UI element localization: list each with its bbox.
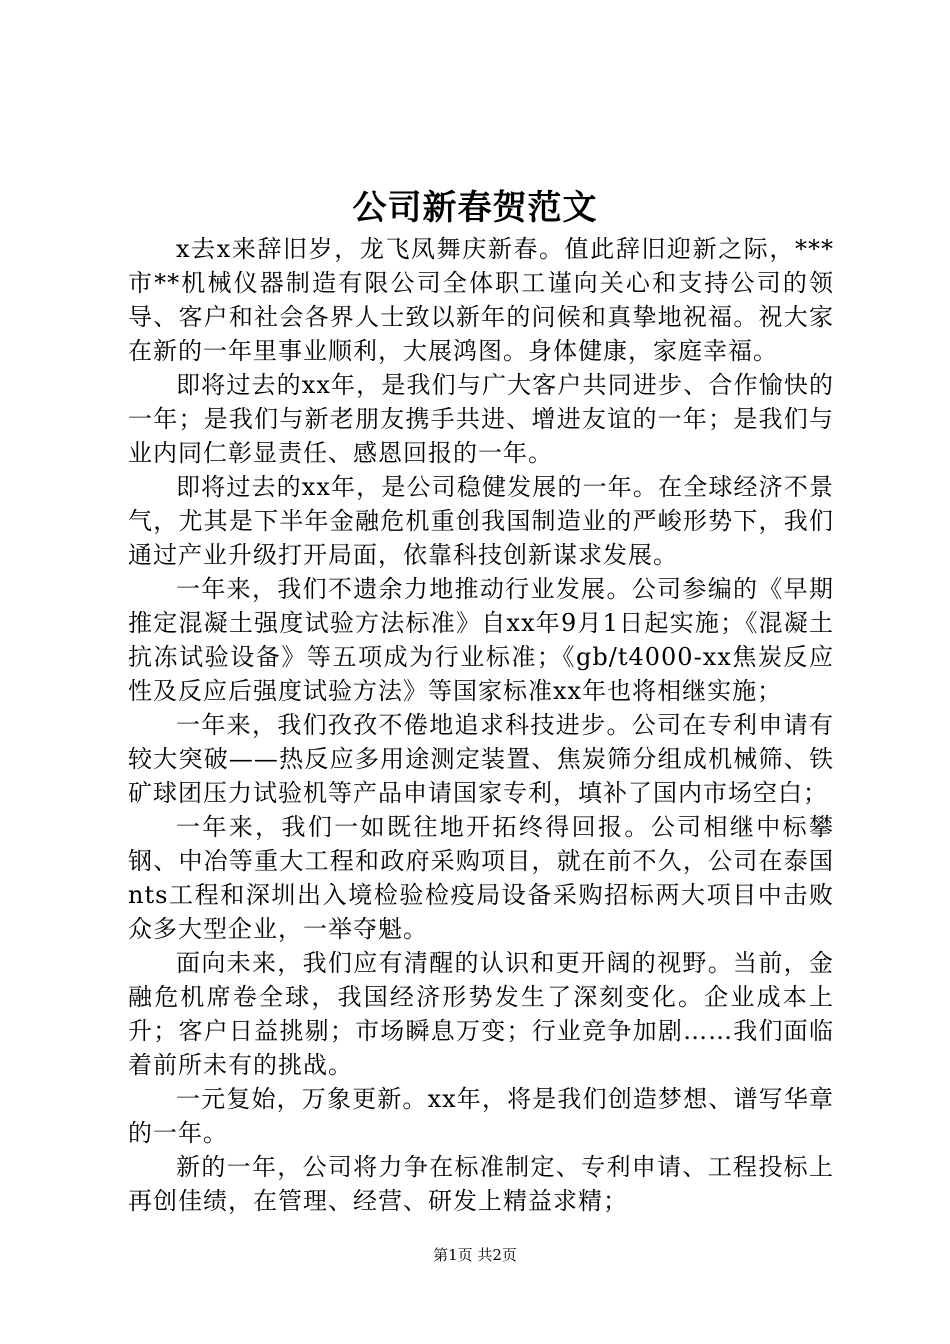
page-number-footer: 第1页 共2页 xyxy=(433,1246,517,1264)
document-title: 公司新春贺范文 xyxy=(352,188,598,228)
paragraph: 一年来，我们一如既往地开拓终得回报。公司相继中标攀钢、中冶等重大工程和政府采购项目，就在前不久，公司在泰国nts工程和深圳出入境检验检疫局设备采购招标两大项目中击败众多大型企业，一举夺魁。 xyxy=(128,813,834,943)
paragraph: 一年来，我们不遗余力地推动行业发展。公司参编的《早期推定混凝土强度试验方法标准》自xx年9月1日起实施；《混凝土抗冻试验设备》等五项成为行业标准；《gb/t4000-xx焦炭反应性及反应后强度试验方法》等国家标准xx年也将相继实施； xyxy=(128,575,834,705)
document-body xyxy=(128,232,834,1218)
paragraph: 即将过去的xx年，是我们与广大客户共同进步、合作愉快的一年；是我们与新老朋友携手共进、增进友谊的一年；是我们与业内同仁彰显责任、感恩回报的一年。 xyxy=(128,371,834,467)
paragraph: x去x来辞旧岁，龙飞凤舞庆新春。值此辞旧迎新之际，***市**机械仪器制造有限公司全体职工谨向关心和支持公司的领导、客户和社会各界人士致以新年的问候和真挚地祝福。祝大家在新的一年里事业顺利，大展鸿图。身体健康，家庭幸福。 xyxy=(128,235,834,365)
paragraph: 一年来，我们孜孜不倦地追求科技进步。公司在专利申请有较大突破——热反应多用途测定装置、焦炭筛分组成机械筛、铁矿球团压力试验机等产品申请国家专利，填补了国内市场空白； xyxy=(128,711,834,807)
paragraph: 一元复始，万象更新。xx年，将是我们创造梦想、谱写华章的一年。 xyxy=(128,1085,834,1147)
paragraph: 即将过去的xx年，是公司稳健发展的一年。在全球经济不景气，尤其是下半年金融危机重创我国制造业的严峻形势下，我们通过产业升级打开局面，依靠科技创新谋求发展。 xyxy=(128,473,834,569)
paragraph: 新的一年，公司将力争在标准制定、专利申请、工程投标上再创佳绩，在管理、经营、研发上精益求精； xyxy=(128,1153,834,1215)
paragraph: 面向未来，我们应有清醒的认识和更开阔的视野。当前，金融危机席卷全球，我国经济形势发生了深刻变化。企业成本上升；客户日益挑剔；市场瞬息万变；行业竞争加剧……我们面临着前所未有的挑战。 xyxy=(128,949,834,1079)
